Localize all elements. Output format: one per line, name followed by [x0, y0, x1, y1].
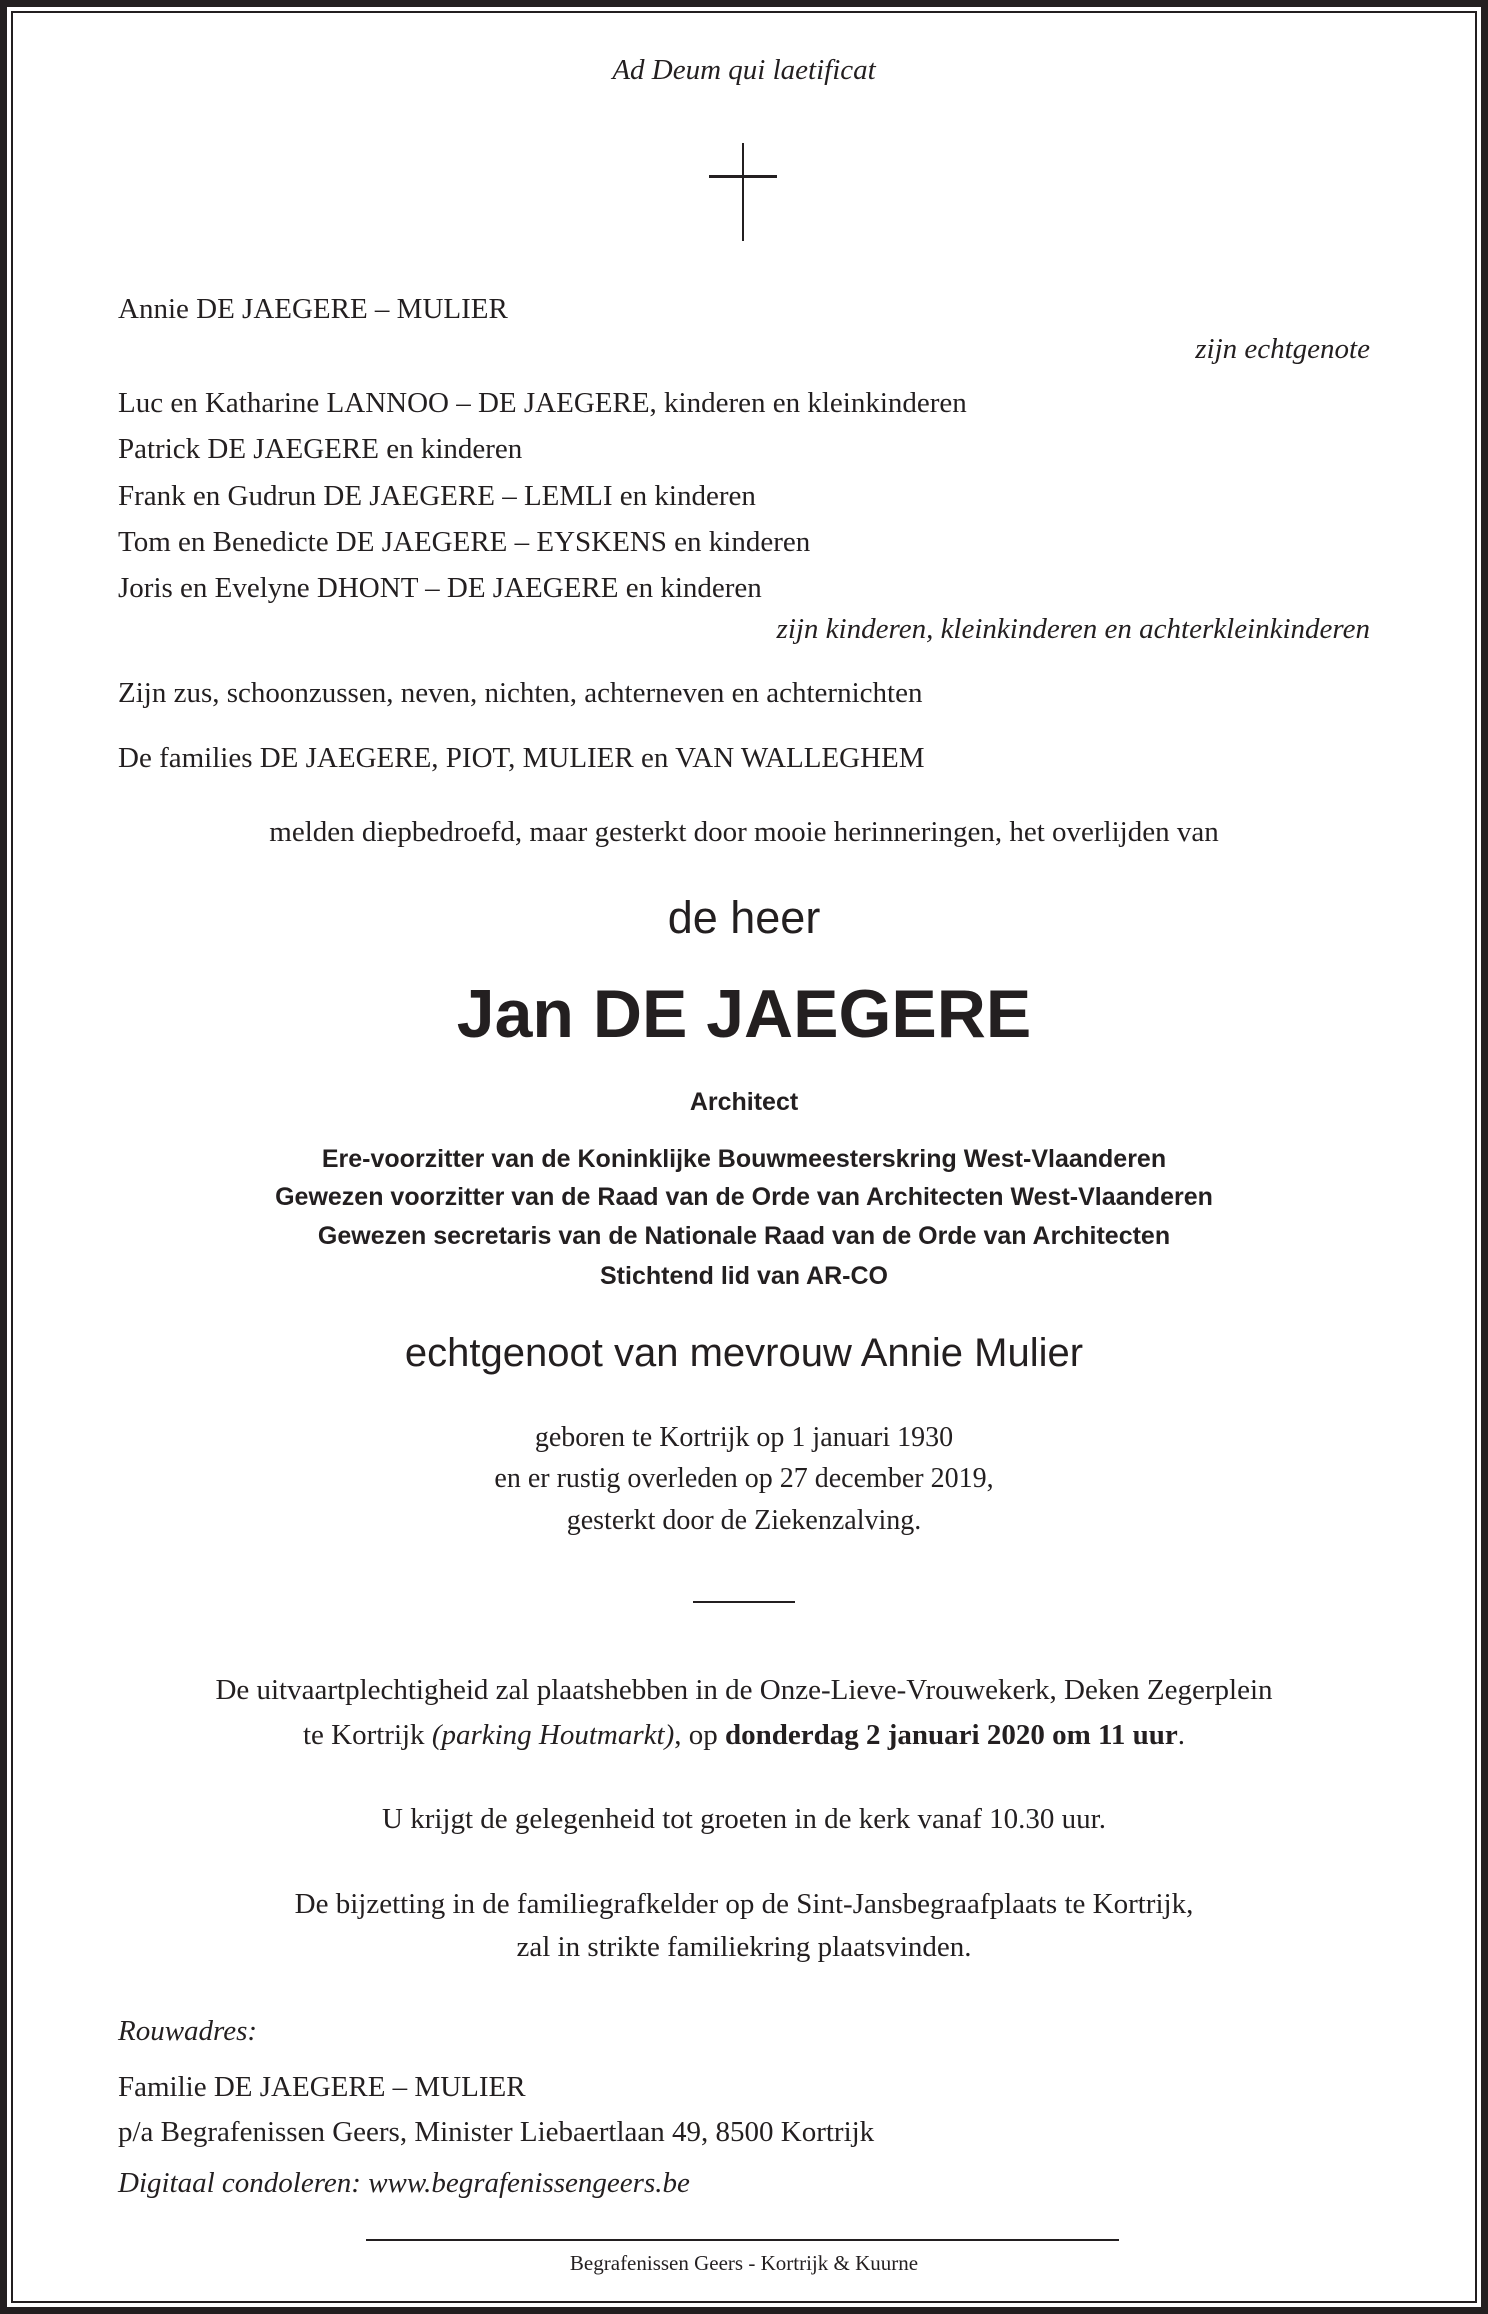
honorific: de heer: [667, 892, 821, 943]
life-line: en er rustig overleden op 27 december 2019,: [494, 1463, 994, 1494]
funeral-place: te Kortrijk: [302, 1719, 432, 1751]
cross-horizontal: [709, 175, 777, 178]
greeting: U krijgt de gelegenheid tot groeten in de kerk vanaf 10.30 uur.: [382, 1803, 1106, 1835]
parking-note: (parking Houtmarkt): [431, 1719, 675, 1751]
deceased-name: Jan DE JAEGERE: [456, 976, 1032, 1052]
life-line: gesterkt door de Ziekenzalving.: [566, 1505, 922, 1536]
announcement: melden diepbedroefd, maar gesterkt door mooie herinneringen, het overlijden van: [269, 816, 1219, 848]
cross-vertical: [742, 143, 744, 241]
child-line: Patrick DE JAEGERE en kinderen: [118, 433, 523, 465]
spouse-relation: zijn echtgenote: [1195, 333, 1370, 365]
address-line2: p/a Begrafenissen Geers, Minister Liebaertlaan 49, 8500 Kortrijk: [118, 2116, 875, 2148]
siblings: Zijn zus, schoonzussen, neven, nichten, achterneven en achternichten: [118, 677, 923, 709]
child-line: Joris en Evelyne DHONT – DE JAEGERE en kinderen: [118, 572, 762, 604]
families: De families DE JAEGERE, PIOT, MULIER en VAN WALLEGHEM: [118, 742, 925, 774]
profession: Architect: [689, 1088, 799, 1116]
title-line: Gewezen voorzitter van de Raad van de Orde van Architecten West-Vlaanderen: [275, 1183, 1213, 1211]
child-line: Luc en Katharine LANNOO – DE JAEGERE, kinderen en kleinkinderen: [118, 387, 967, 419]
funeral-line1: De uitvaartplechtigheid zal plaatshebben in de Onze-Lieve-Vrouwekerk, Deken Zegerplein: [215, 1674, 1273, 1706]
title-line: Gewezen secretaris van de Nationale Raad van de Orde van Architecten: [317, 1222, 1171, 1250]
motto: Ad Deum qui laetificat: [612, 54, 876, 86]
funeral-date: donderdag 2 januari 2020 om 11 uur: [725, 1719, 1178, 1751]
children-relation: zijn kinderen, kleinkinderen en achterkleinkinderen: [776, 613, 1370, 645]
burial-line: De bijzetting in de familiegrafkelder op de Sint-Jansbegraafplaats te Kortrijk,: [294, 1888, 1194, 1920]
title-line: Stichtend lid van AR-CO: [600, 1262, 888, 1290]
funeral-end: .: [1177, 1719, 1186, 1751]
funeral-joiner: , op: [674, 1719, 725, 1751]
condolence-link[interactable]: Digitaal condoleren: www.begrafenissengeers.be: [118, 2167, 690, 2199]
address-label: Rouwadres:: [118, 2015, 258, 2047]
title-line: Ere-voorzitter van de Koninklijke Bouwmeesterskring West-Vlaanderen: [321, 1145, 1167, 1173]
spouse-of: echtgenoot van mevrouw Annie Mulier: [404, 1331, 1084, 1375]
address-line1: Familie DE JAEGERE – MULIER: [118, 2071, 526, 2103]
spouse-name: Annie DE JAEGERE – MULIER: [118, 293, 508, 325]
child-line: Frank en Gudrun DE JAEGERE – LEMLI en kinderen: [118, 480, 756, 512]
funeral-line2: [0, 1721, 1488, 1750]
separator: [693, 1601, 795, 1603]
footer: Begrafenissen Geers - Kortrijk & Kuurne: [569, 2251, 919, 2275]
burial-line: zal in strikte familiekring plaatsvinden.: [516, 1931, 972, 1963]
child-line: Tom en Benedicte DE JAEGERE – EYSKENS en kinderen: [118, 526, 811, 558]
life-line: geboren te Kortrijk op 1 januari 1930: [534, 1422, 954, 1453]
footer-rule: [366, 2239, 1119, 2241]
